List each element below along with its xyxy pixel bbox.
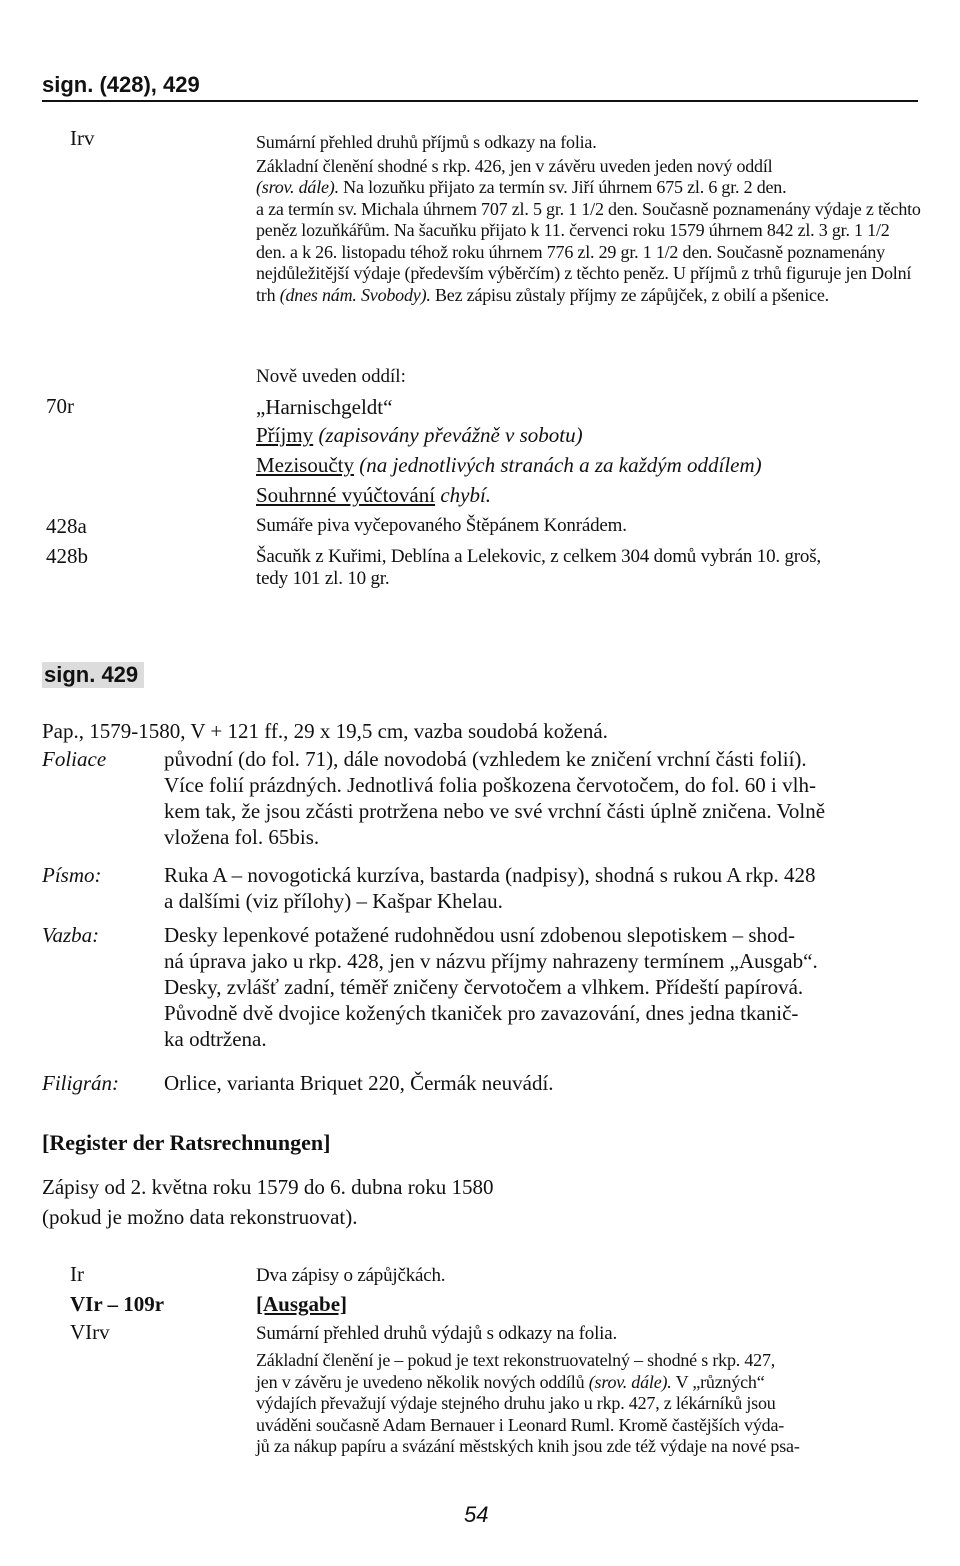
prijmy-note: (zapisovány převážně v sobotu)	[313, 423, 583, 447]
pismo-label: Písmo:	[42, 863, 102, 887]
text-line: Původně dvě dvojice kožených tkaniček pro zavazování, dnes jedna tkanič-	[164, 1001, 799, 1025]
entry-irv-paragraph-body	[256, 177, 922, 306]
text-line: (srov. dále). Na lozuňku přijato za termín sv. Jiří úhrnem 675 zl. 6 gr. 2 den.	[256, 177, 787, 197]
entry-label-irv: Irv	[70, 126, 95, 150]
header-rule	[42, 100, 918, 102]
vazba-text	[164, 922, 924, 1052]
text-line: Základní členění shodné s rkp. 426, jen v závěru uveden jeden nový oddíl	[256, 156, 773, 176]
text-line: Ruka A – novogotická kurzíva, bastarda (nadpisy), shodná s rukou A rkp. 428	[164, 863, 816, 887]
text-line: Základní členění je – pokud je text rekonstruovatelný – shodné s rkp. 427,	[256, 1350, 776, 1370]
entry-ir-text: Dva zápisy o zápůjčkách.	[256, 1265, 446, 1286]
text-line: Orlice, varianta Briquet 220, Čermák neuvádí.	[164, 1071, 554, 1095]
souhrnne-heading: Souhrnné vyúčtování	[256, 483, 436, 507]
text-line: Desky, zvlášť zadní, téměř zničeny červotočem a vlhkem. Přídeští papírová.	[164, 975, 804, 999]
text-line: kem tak, že jsou zčásti protržena nebo ve své vrchní části úplně zničena. Volně	[164, 799, 826, 823]
entry-label-70r: 70r	[46, 394, 74, 418]
foliace-text	[164, 746, 924, 850]
entry-irv-text	[256, 132, 926, 152]
mezisoucty-note: (na jednotlivých stranách a za každým oddílem)	[353, 453, 762, 477]
entry-vir-text: [Ausgabe]	[256, 1292, 348, 1316]
zapisy-range	[42, 1172, 493, 1232]
text-line: a dalšími (viz přílohy) – Kašpar Khelau.	[164, 889, 503, 913]
entry-irv-paragraph	[256, 156, 922, 178]
prijmy-line	[256, 422, 583, 448]
text-line: Sumární přehled druhů příjmů s odkazy na folia.	[256, 132, 597, 152]
vazba-label: Vazba:	[42, 923, 100, 947]
text-line: jů za nákup papíru a svázání městských knih jsou zde též výdaje na nové psa-	[256, 1436, 800, 1456]
text-line: vložena fol. 65bis.	[164, 825, 320, 849]
souhrnne-line	[256, 482, 491, 508]
text-line: uváděni současně Adam Bernauer i Leonard Ruml. Kromě častějších výda-	[256, 1414, 785, 1435]
text-line: ná úprava jako u rkp. 428, jen v názvu příjmy nahrazeny termínem „Ausgab“.	[164, 949, 818, 973]
harnisch-title: „Harnischgeldt“	[256, 395, 393, 419]
entry-428a-text: Sumáře piva vyčepovaného Štěpánem Konrádem.	[256, 515, 627, 536]
text-line: tedy 101 zl. 10 gr.	[256, 568, 390, 589]
page-header: sign. (428), 429	[42, 72, 200, 97]
souhrnne-note: chybí.	[435, 483, 492, 507]
text-line: Zápisy od 2. května roku 1579 do 6. dubna roku 1580	[42, 1175, 494, 1199]
text-line: a za termín sv. Michala úhrnem 707 zl. 5 gr. 1 1/2 den. Současně poznamenány výdaje z těchto peněz lozuňkářům. Na šacuňku přijato k 11. červenci roku 1579 úhrnem 842 zl. 3 gr. 1 1/2 den. a k 26. listopadu téhož roku úhrnem 776 zl. 29 gr. 1 1/2 den. Současně poznamenány nejdůležitější výdaje (především výběrčím) z těchto peněz. U příjmů z trhů figuruje jen Dolní trh (dnes nám. Svobody). Bez zápisu zůstaly příjmy ze zápůjček, z obilí a pšenice.	[256, 198, 921, 305]
entry-label-428a: 428a	[46, 514, 87, 538]
mezisoucty-heading: Mezisoučty	[256, 453, 354, 477]
foliace-label: Foliace	[42, 747, 107, 771]
text-line: výdajích převažují výdaje stejného druhu jako u rkp. 427, z lékárníků jsou	[256, 1393, 776, 1413]
entry-virv-paragraph	[256, 1350, 922, 1458]
signature-heading: sign. 429	[42, 662, 144, 688]
text-line: Šacuňk z Kuřimi, Deblína a Lelekovic, z celkem 304 domů vybrán 10. groš,	[256, 546, 821, 567]
section-title: [Register der Ratsrechnungen]	[42, 1130, 331, 1155]
mezisoucty-line	[256, 452, 762, 478]
text-line: (pokud je možno data rekonstruovat).	[42, 1205, 358, 1229]
entry-label-428b: 428b	[46, 544, 88, 568]
text-line: ka odtržena.	[164, 1027, 267, 1051]
text-line: jen v závěru je uvedeno několik nových oddílů (srov. dále). V „různých“	[256, 1371, 765, 1392]
filigran-text	[164, 1070, 924, 1096]
filigran-label: Filigrán:	[42, 1071, 119, 1095]
entry-virv-text: Sumární přehled druhů výdajů s odkazy na folia.	[256, 1323, 618, 1344]
new-section-intro: Nově uveden oddíl:	[256, 366, 406, 387]
prijmy-heading: Příjmy	[256, 423, 314, 447]
text-line: Desky lepenkové potažené rudohnědou usní zdobenou slepotiskem – shod-	[164, 923, 796, 947]
entry-428b-text	[256, 546, 821, 590]
page-number: 54	[464, 1502, 489, 1527]
entry-label-ir: Ir	[70, 1262, 84, 1286]
entry-label-vir: VIr – 109r	[70, 1292, 165, 1316]
physical-description: Pap., 1579-1580, V + 121 ff., 29 x 19,5 cm, vazba soudobá kožená.	[42, 719, 608, 743]
text-line: Více folií prázdných. Jednotlivá folia poškozena červotočem, do fol. 60 i vlh-	[164, 773, 816, 797]
pismo-text	[164, 862, 924, 914]
text-line: původní (do fol. 71), dále novodobá (vzhledem ke zničení vrchní části folií).	[164, 747, 807, 771]
entry-label-virv: VIrv	[70, 1320, 110, 1344]
